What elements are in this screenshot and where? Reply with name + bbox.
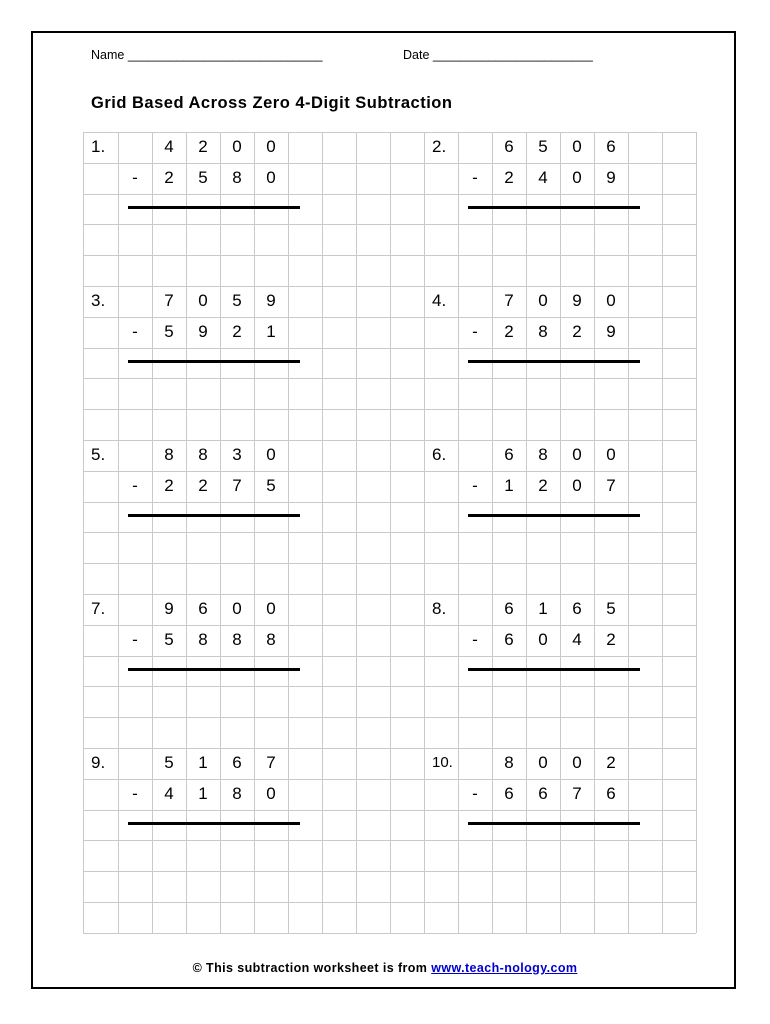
subtrahend-digit: 7 [572,783,582,803]
footer-link[interactable]: www.teach-nology.com [431,961,578,975]
minuend-digit: 0 [266,599,276,618]
minus-sign: - [472,629,478,649]
minuend-digit: 0 [232,137,242,156]
minus-sign: - [472,167,478,187]
subtrahend-digit: 0 [266,783,276,803]
subtrahend-digit: 2 [504,167,514,187]
minuend-digit: 5 [606,599,616,618]
minus-sign: - [472,783,478,803]
minuend-digit: 3 [232,445,242,464]
grid-line-horizontal [83,563,696,564]
subtrahend-digit: 5 [164,321,174,341]
subtrahend-digit: 5 [198,167,208,187]
grid-line-horizontal [83,532,696,533]
minuend-digit: 6 [504,599,514,618]
grid-line-horizontal [83,902,696,903]
subtrahend-digit: 9 [606,321,616,341]
subtrahend-digit: 1 [504,475,514,495]
minuend-digit: 0 [606,445,616,464]
grid-line-horizontal [83,348,696,349]
answer-line [468,360,640,363]
minuend-digit: 9 [164,599,174,618]
minuend-digit: 2 [606,753,616,772]
problem-number: 3. [91,291,106,310]
minuend-digit: 6 [198,599,208,618]
grid-line-horizontal [83,378,696,379]
answer-line [128,206,300,209]
subtrahend-digit: 2 [606,629,616,649]
minus-sign: - [132,167,138,187]
answer-line [128,360,300,363]
minuend-digit: 7 [266,753,276,772]
grid-line-horizontal [83,717,696,718]
subtrahend-digit: 0 [538,629,548,649]
grid-line-vertical [696,132,697,933]
answer-line [468,668,640,671]
subtrahend-digit: 0 [572,167,582,187]
minuend-digit: 0 [198,291,208,310]
subtrahend-digit: 8 [232,783,242,803]
subtrahend-digit: 4 [572,629,582,649]
answer-line [128,668,300,671]
subtrahend-digit: 8 [232,629,242,649]
subtrahend-digit: 6 [606,783,616,803]
minuend-digit: 9 [266,291,276,310]
subtrahend-digit: 4 [164,783,174,803]
answer-line [468,822,640,825]
subtrahend-digit: 1 [266,321,276,341]
subtrahend-digit: 6 [538,783,548,803]
minuend-digit: 8 [504,753,514,772]
minuend-digit: 0 [572,445,582,464]
footer-text: © This subtraction worksheet is from [192,961,432,975]
problem-number: 1. [91,137,106,156]
minus-sign: - [472,475,478,495]
minuend-digit: 8 [164,445,174,464]
minuend-digit: 4 [164,137,174,156]
minuend-digit: 6 [606,137,616,156]
answer-line [128,514,300,517]
minuend-digit: 0 [266,137,276,156]
minus-sign: - [472,321,478,341]
problem-number: 7. [91,599,106,618]
subtrahend-digit: 9 [606,167,616,187]
minuend-digit: 0 [266,445,276,464]
footer-credit [0,961,770,975]
subtrahend-digit: 7 [606,475,616,495]
grid-line-horizontal [83,840,696,841]
problem-number: 10. [432,754,453,771]
subtrahend-digit: 8 [232,167,242,187]
problem-number: 4. [432,291,447,310]
subtrahend-digit: 8 [266,629,276,649]
problem-number: 9. [91,753,106,772]
minuend-digit: 0 [606,291,616,310]
worksheet-title: Grid Based Across Zero 4-Digit Subtraction [91,94,453,112]
grid-line-horizontal [83,255,696,256]
minuend-digit: 6 [572,599,582,618]
minuend-digit: 6 [504,445,514,464]
minuend-digit: 5 [164,753,174,772]
subtrahend-digit: 6 [504,629,514,649]
subtrahend-digit: 2 [164,475,174,495]
subtrahend-digit: 5 [164,629,174,649]
minuend-digit: 0 [572,753,582,772]
grid-line-horizontal [83,686,696,687]
subtrahend-digit: 0 [572,475,582,495]
minuend-digit: 8 [538,445,548,464]
grid-line-horizontal [83,194,696,195]
minuend-digit: 8 [198,445,208,464]
grid-line-horizontal [83,810,696,811]
minuend-digit: 0 [572,137,582,156]
name-field-label: Name ____________________________ [91,48,323,62]
subtrahend-digit: 4 [538,167,548,187]
minuend-digit: 5 [538,137,548,156]
grid-line-horizontal [83,409,696,410]
subtrahend-digit: 7 [232,475,242,495]
answer-line [128,822,300,825]
problem-number: 8. [432,599,447,618]
minus-sign: - [132,321,138,341]
minus-sign: - [132,783,138,803]
subtrahend-digit: 2 [538,475,548,495]
minuend-digit: 2 [198,137,208,156]
minus-sign: - [132,629,138,649]
subtrahend-digit: 2 [164,167,174,187]
subtrahend-digit: 6 [504,783,514,803]
minuend-digit: 9 [572,291,582,310]
problem-number: 6. [432,445,447,464]
subtrahend-digit: 8 [538,321,548,341]
subtrahend-digit: 8 [198,629,208,649]
grid-line-horizontal [83,502,696,503]
grid-line-horizontal [83,871,696,872]
subtrahend-digit: 2 [504,321,514,341]
minuend-digit: 7 [164,291,174,310]
grid-line-horizontal [83,224,696,225]
minus-sign: - [132,475,138,495]
subtrahend-digit: 2 [572,321,582,341]
minuend-digit: 0 [232,599,242,618]
subtrahend-digit: 9 [198,321,208,341]
answer-line [468,206,640,209]
date-field-label: Date _______________________ [403,48,593,62]
subtrahend-digit: 2 [198,475,208,495]
minuend-digit: 6 [232,753,242,772]
grid-line-horizontal [83,656,696,657]
minuend-digit: 5 [232,291,242,310]
subtrahend-digit: 0 [266,167,276,187]
grid-line-horizontal [83,933,696,934]
subtrahend-digit: 1 [198,783,208,803]
subtrahend-digit: 2 [232,321,242,341]
problem-number: 2. [432,137,447,156]
minuend-digit: 6 [504,137,514,156]
problem-number: 5. [91,445,106,464]
minuend-digit: 0 [538,753,548,772]
answer-line [468,514,640,517]
minuend-digit: 1 [538,599,548,618]
minuend-digit: 1 [198,753,208,772]
minuend-digit: 7 [504,291,514,310]
subtrahend-digit: 5 [266,475,276,495]
minuend-digit: 0 [538,291,548,310]
